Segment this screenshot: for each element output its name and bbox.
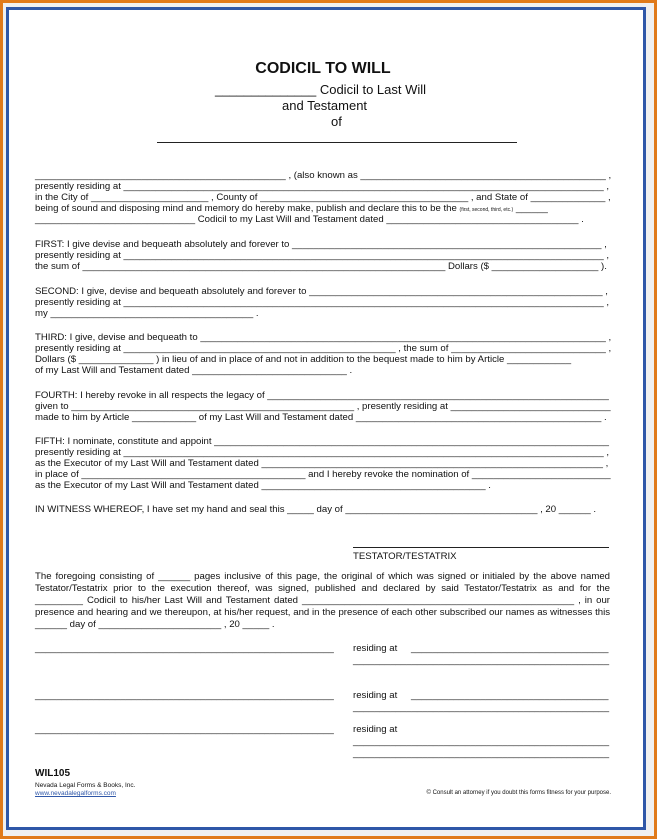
testator-label: TESTATOR/TESTATRIX (353, 551, 457, 562)
witness-1-residence[interactable]: _____________________________________ (411, 643, 609, 654)
fourth-line-1[interactable]: FOURTH: I hereby revoke in all respects the legacy of ________________________________________________________________ (35, 390, 609, 401)
second-line-1[interactable]: SECOND: I give, devise and bequeath absolutely and forever to _______________________________________________________ , (35, 286, 608, 297)
third-line-3[interactable]: Dollars ($ ______________ ) in lieu of and in place of and not in addition to the bequest made to him by Article ____________ (35, 354, 572, 365)
intro-line-4-blank[interactable]: ______ (513, 203, 548, 214)
third-line-2[interactable]: presently residing at ___________________________________________________ , the sum of _____________________________ , (35, 343, 612, 354)
witness-1-residence-2[interactable]: ________________________________________________ (353, 655, 610, 666)
fifth-line-3[interactable]: as the Executor of my Last Will and Testament dated ________________________________________________________________ , (35, 458, 609, 469)
fifth-line-5[interactable]: as the Executor of my Last Will and Testament dated __________________________________________ . (35, 480, 491, 491)
consult-disclaimer: © Consult an attorney if you doubt this forms fitness for your purpose. (426, 790, 611, 796)
intro-line-2[interactable]: presently residing at __________________________________________________________________________________________ , (35, 181, 610, 192)
subtitle-line-3: of (331, 114, 342, 129)
first-line-3[interactable]: the sum of ____________________________________________________________________ Dollars ($ ____________________ ). (35, 261, 607, 272)
form-title: CODICIL TO WILL (255, 60, 391, 77)
witness-3-residing-label: residing at (353, 724, 398, 735)
form-code: WIL105 (35, 768, 71, 779)
witness-1-signature[interactable]: ________________________________________________________ (35, 643, 334, 654)
intro-line-1[interactable]: _______________________________________________ , (also known as ______________________________________________ , (35, 170, 612, 181)
attestation-paragraph[interactable]: The foregoing consisting of ______ pages inclusive of this page, the original of which was signed or initialed by the above named Testator/Testatrix prior to the execution thereof, was signed, published and declared by said Testator/Testatrix as and for the _________ Codicil to his/her Last Will and Testament dated ___________________________________________________ , in our presence and hearing and we thereupon, at his/her request, and in the presence of each other subscribed our names as witnesses this ______ day of _______________________ , 20 _____ . (35, 571, 610, 630)
publisher-url-link[interactable]: www.nevadalegalforms.com (35, 790, 116, 797)
fifth-line-2[interactable]: presently residing at __________________________________________________________________________________________ , (35, 447, 610, 458)
intro-line-3[interactable]: in the City of ______________________ , County of _______________________________________ , and State of ______________ , (35, 192, 611, 203)
witness-1-residing-label: residing at (353, 643, 398, 654)
witness-2-residence[interactable]: _____________________________________ (411, 690, 609, 701)
fourth-line-2[interactable]: given to _____________________________________________________ , presently residing at ______________________________ (35, 401, 611, 412)
intro-line-4-text: being of sound and disposing mind and memory do hereby make, publish and declare this to be the (35, 203, 460, 214)
fourth-line-3[interactable]: made to him by Article ____________ of my Last Will and Testament dated ______________________________________________ . (35, 412, 607, 423)
fifth-line-1[interactable]: FIFTH: I nominate, constitute and appoint __________________________________________________________________________ (35, 436, 610, 447)
witness-3-residence-2[interactable]: ________________________________________________ (353, 748, 610, 759)
second-line-2[interactable]: presently residing at __________________________________________________________________________________________ , (35, 297, 610, 308)
witness-2-residing-label: residing at (353, 690, 398, 701)
form-body (35, 10, 611, 830)
first-line-1[interactable]: FIRST: I give devise and bequeath absolutely and forever to __________________________________________________________ , (35, 239, 607, 250)
subtitle-line-2: and Testament (282, 98, 368, 113)
third-line-4[interactable]: of my Last Will and Testament dated _____________________________ . (35, 365, 353, 376)
ordinal-hint: (first, second, third, etc.) (459, 207, 514, 213)
publisher-name: Nevada Legal Forms & Books, Inc. (35, 782, 136, 789)
witness-3-residence[interactable]: ________________________________________________ (353, 736, 610, 747)
intro-line-5[interactable]: ______________________________ Codicil to my Last Will and Testament dated ____________________________________ . (35, 214, 584, 225)
testator-signature-line[interactable] (353, 547, 609, 548)
name-rule[interactable] (157, 142, 517, 143)
fifth-line-4[interactable]: in place of __________________________________________ and I hereby revoke the nomination of __________________________ (35, 469, 611, 480)
witness-2-signature[interactable]: ________________________________________________________ (35, 690, 334, 701)
first-line-2[interactable]: presently residing at __________________________________________________________________________________________ , (35, 250, 610, 261)
third-line-1[interactable]: THIRD: I give, devise and bequeath to ____________________________________________________________________________ , (35, 332, 612, 343)
document-page (6, 7, 646, 830)
subtitle-line-1: ______________ Codicil to Last Will (215, 82, 427, 97)
witness-3-signature[interactable]: ________________________________________________________ (35, 724, 334, 735)
witness-line[interactable]: IN WITNESS WHEREOF, I have set my hand and seal this _____ day of ____________________________________ , 20 ______ . (35, 504, 597, 515)
second-line-3[interactable]: my ______________________________________ . (35, 308, 259, 319)
witness-2-residence-2[interactable]: ________________________________________________ (353, 702, 610, 713)
